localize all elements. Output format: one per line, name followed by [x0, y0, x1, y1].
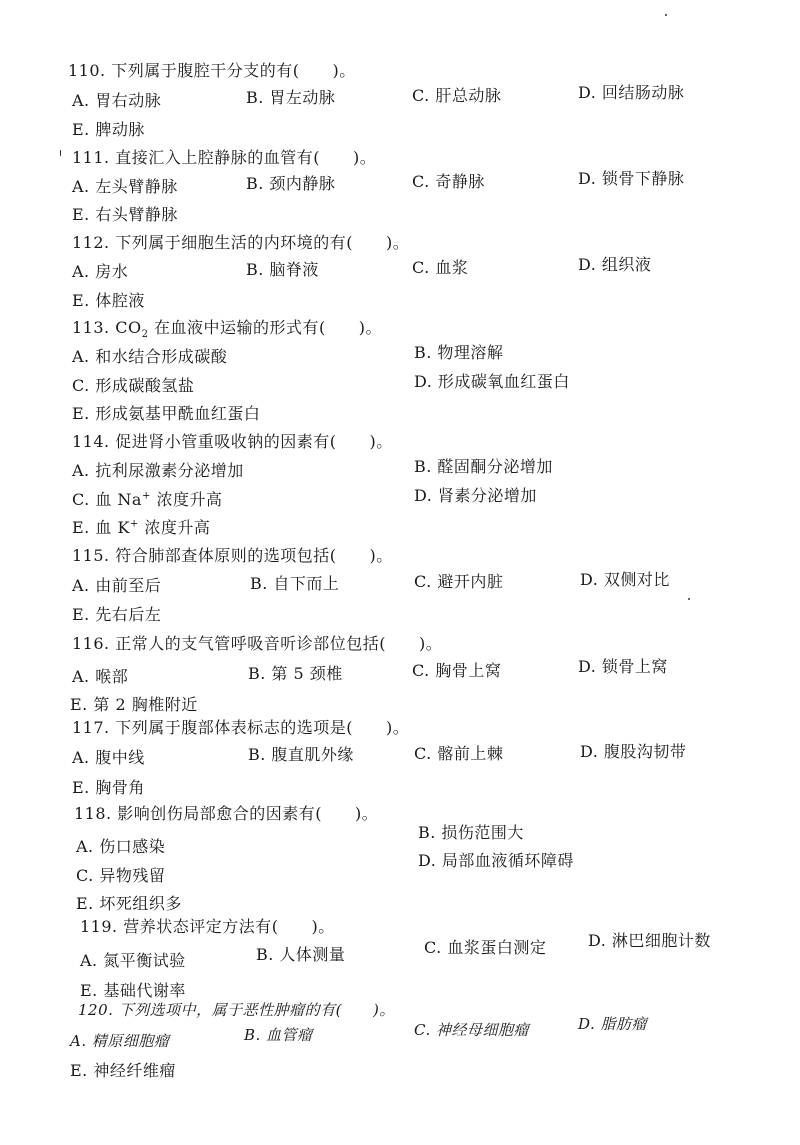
- question-120-option-e: E. 神经纤维瘤: [70, 1061, 176, 1080]
- question-117-option-c: C. 髂前上棘: [414, 744, 504, 763]
- question-111-option-d: D. 锁骨下静脉: [578, 169, 685, 188]
- question-119-option-e: E. 基础代谢率: [80, 981, 186, 1000]
- question-110-option-b: B. 胃左动脉: [246, 88, 336, 107]
- scan-speck: [688, 598, 690, 600]
- question-117-option-d: D. 腹股沟韧带: [580, 742, 687, 761]
- question-114-option-c-prefix: C. 血 Na: [72, 490, 142, 509]
- question-113-stem-suffix: 在血液中运输的形式有( )。: [148, 318, 383, 337]
- question-118-option-a: A. 伤口感染: [76, 837, 166, 856]
- question-111-option-a: A. 左头臂静脉: [72, 177, 178, 196]
- question-119-option-b: B. 人体测量: [256, 945, 346, 964]
- question-118-stem: 118. 影响创伤局部愈合的因素有( )。: [74, 804, 379, 823]
- question-120-option-a: A. 精原细胞瘤: [70, 1032, 170, 1050]
- question-111-option-c: C. 奇静脉: [412, 172, 485, 191]
- question-113-stem-prefix: 113. CO: [72, 318, 142, 337]
- question-115-option-e: E. 先右后左: [72, 605, 162, 624]
- question-114-stem: 114. 促进肾小管重吸收钠的因素有( )。: [72, 432, 393, 451]
- question-117-option-a: A. 腹中线: [72, 748, 145, 767]
- question-116-stem: 116. 正常人的支气管呼吸音听诊部位包括( )。: [72, 634, 443, 653]
- question-115-stem: 115. 符合肺部查体原则的选项包括( )。: [72, 546, 393, 565]
- question-112-stem: 112. 下列属于细胞生活的内环境的有( )。: [72, 233, 410, 252]
- question-118-option-b: B. 损伤范围大: [418, 823, 524, 842]
- question-119-option-a: A. 氮平衡试验: [80, 951, 186, 970]
- scan-speck: [60, 150, 61, 156]
- question-116-option-e: E. 第 2 胸椎附近: [70, 695, 198, 714]
- question-113-option-a: A. 和水结合形成碳酸: [72, 347, 228, 366]
- question-113-option-d: D. 形成碳氧血红蛋白: [414, 372, 570, 391]
- question-119-option-c: C. 血浆蛋白测定: [424, 938, 547, 957]
- question-114-option-e-prefix: E. 血 K: [72, 518, 130, 537]
- question-114-option-d: D. 肾素分泌增加: [414, 486, 537, 505]
- question-110-option-d: D. 回结肠动脉: [578, 83, 685, 102]
- question-115-option-c: C. 避开内脏: [414, 572, 504, 591]
- question-114-option-b: B. 醛固酮分泌增加: [414, 457, 553, 476]
- question-120-option-c: C. 神经母细胞瘤: [414, 1021, 529, 1039]
- question-111-option-e: E. 右头臂静脉: [72, 205, 178, 224]
- question-113-option-e: E. 形成氨基甲酰血红蛋白: [72, 404, 261, 423]
- question-112-option-e: E. 体腔液: [72, 291, 145, 310]
- question-112-option-a: A. 房水: [72, 262, 129, 281]
- question-114-option-e-superscript: +: [129, 518, 139, 530]
- question-110-option-e: E. 脾动脉: [72, 120, 145, 139]
- question-114-option-c: [72, 487, 222, 510]
- question-115-option-d: D. 双侧对比: [580, 570, 670, 589]
- question-115-option-a: A. 由前至后: [72, 576, 162, 595]
- question-112-option-c: C. 血浆: [412, 258, 469, 277]
- question-110-option-a: A. 胃右动脉: [72, 91, 162, 110]
- question-114-option-e: [72, 515, 210, 538]
- question-120-option-d: D. 脂肪瘤: [578, 1015, 648, 1033]
- scan-speck: [665, 14, 667, 16]
- question-118-option-c: C. 异物残留: [76, 866, 166, 885]
- question-112-option-d: D. 组织液: [578, 255, 652, 274]
- question-110-option-c: C. 肝总动脉: [412, 86, 502, 105]
- question-116-option-a: A. 喉部: [72, 667, 129, 686]
- question-115-option-b: B. 自下而上: [250, 574, 340, 593]
- question-114-option-e-suffix: 浓度升高: [138, 518, 211, 537]
- question-120-option-b: B. 血管瘤: [244, 1026, 313, 1044]
- question-114-option-a: A. 抗利尿激素分泌增加: [72, 461, 244, 480]
- question-116-option-d: D. 锁骨上窝: [578, 657, 668, 676]
- question-119-stem: 119. 营养状态评定方法有( )。: [80, 917, 335, 936]
- question-117-stem: 117. 下列属于腹部体表标志的选项是( )。: [72, 718, 410, 737]
- question-113-stem-subscript: 2: [141, 329, 149, 341]
- question-116-option-b: B. 第 5 颈椎: [248, 664, 343, 683]
- question-113-option-b: B. 物理溶解: [414, 343, 504, 362]
- question-117-option-e: E. 胸骨角: [72, 778, 145, 797]
- question-110-stem: 110. 下列属于腹腔干分支的有( )。: [68, 61, 356, 80]
- question-116-option-c: C. 胸骨上窝: [412, 661, 502, 680]
- question-118-option-d: D. 局部血液循环障碍: [418, 851, 574, 870]
- question-111-option-b: B. 颈内静脉: [246, 174, 336, 193]
- question-113-option-c: C. 形成碳酸氢盐: [72, 376, 195, 395]
- question-114-option-c-superscript: +: [141, 490, 151, 502]
- question-118-option-e: E. 坏死组织多: [76, 894, 182, 913]
- question-111-stem: 111. 直接汇入上腔静脉的血管有( )。: [72, 148, 377, 167]
- question-112-option-b: B. 脑脊液: [246, 260, 319, 279]
- question-113-stem: [72, 315, 382, 340]
- question-114-option-c-suffix: 浓度升高: [150, 490, 223, 509]
- question-119-option-d: D. 淋巴细胞计数: [588, 931, 711, 950]
- question-117-option-b: B. 腹直肌外缘: [248, 745, 354, 764]
- question-120-stem: 120. 下列选项中，属于恶性肿瘤的有( )。: [78, 1001, 395, 1019]
